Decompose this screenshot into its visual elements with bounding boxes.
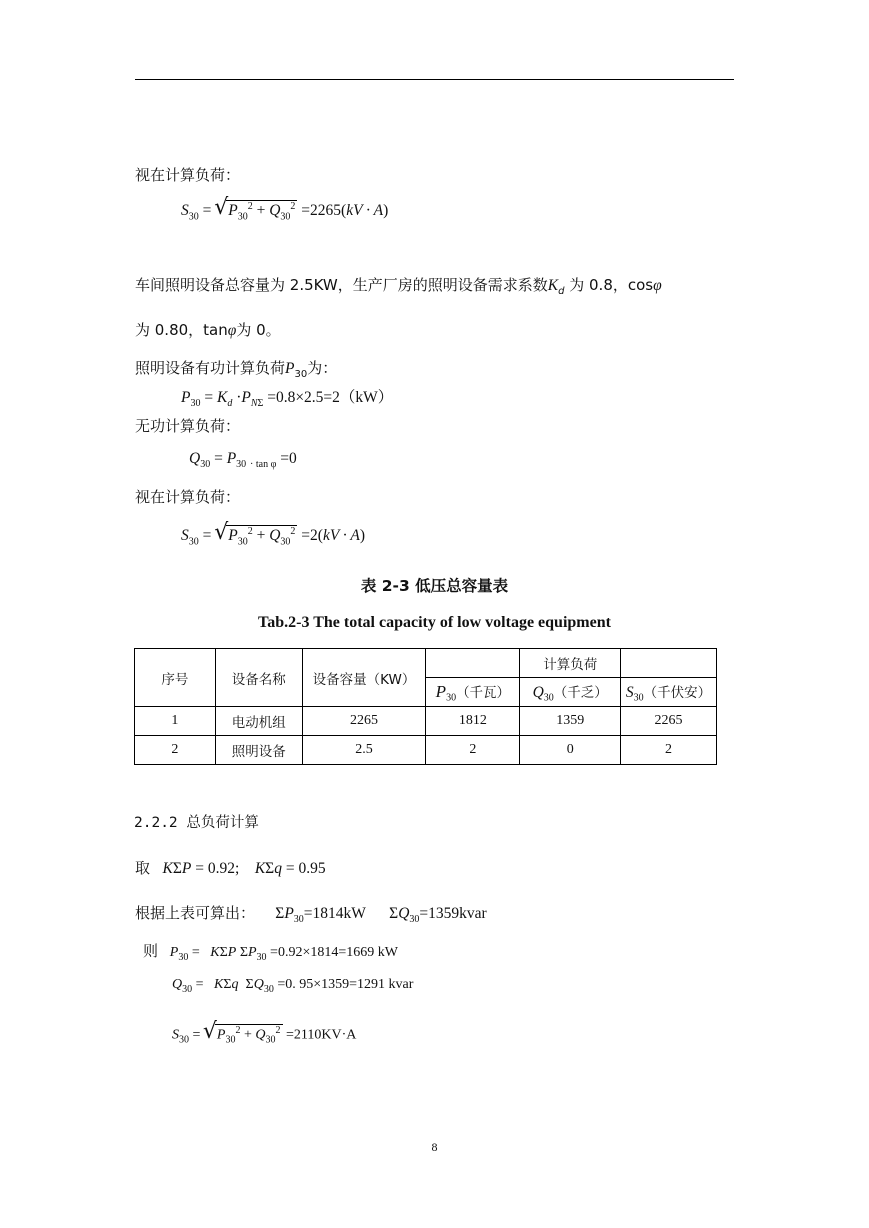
header-group-calc-load: 计算负荷: [520, 649, 621, 678]
header-blank-left: [426, 649, 520, 678]
header-col-name: 设备名称: [215, 649, 302, 707]
low-voltage-capacity-table: [134, 648, 717, 765]
coefficient-line: 取 KΣP = 0.92; KΣq = 0.95: [135, 859, 326, 877]
cell-q30: 1359: [520, 707, 621, 736]
cell-q30: 0: [520, 736, 621, 765]
section-heading: 2.2.2 总负荷计算: [134, 815, 259, 831]
cell-s30: 2: [621, 736, 717, 765]
lighting-apparent-heading: 视在计算负荷：: [135, 488, 241, 506]
page-number: 8: [431, 1140, 438, 1154]
total-p30-line: 则 $P_{30} = K\Sigma P$ $\Sigma P_{30} =0.92\times 1814=1669$ kW: [143, 942, 398, 963]
cell-no: 2: [135, 736, 216, 765]
cell-capacity: 2265: [302, 707, 426, 736]
table-row: [135, 707, 717, 736]
cell-capacity: 2.5: [302, 736, 426, 765]
cell-s30: 2265: [621, 707, 717, 736]
header-col-no: 序号: [135, 649, 216, 707]
table-row: [135, 736, 717, 765]
apparent-load-heading: 视在计算负荷：: [135, 166, 241, 184]
apparent-load-formula: $S_{30}$ = √ $P_{30}^2 + Q_{30}^2 =2265(kV \cdot A)$: [181, 200, 388, 222]
total-q30-line: $Q_{30} = K\Sigma q$ $\Sigma Q_{30} =0$. 95×1359=1291 kvar: [172, 977, 414, 995]
lighting-active-heading: 照明设备有功计算负荷$P_{30}$为：: [135, 359, 338, 380]
cell-p30: 1812: [426, 707, 520, 736]
lighting-reactive-heading: 无功计算负荷：: [135, 417, 241, 435]
header-s30: $S_{30}$（千伏安）: [621, 678, 717, 707]
cell-name: 电动机组: [215, 707, 302, 736]
table-caption-en: Tab.2-3 The total capacity of low voltage equipment: [258, 614, 611, 631]
cell-name: 照明设备: [215, 736, 302, 765]
table-caption-cn: 表 2-3 低压总容量表: [360, 577, 509, 595]
header-rule: [135, 79, 734, 80]
cell-p30: 2: [426, 736, 520, 765]
lighting-apparent-formula: $S_{30}$ = √ $P_{30}^2 + Q_{30}^2 =2(kV \cdot A)$: [181, 525, 365, 547]
header-col-capacity: 设备容量（KW）: [302, 649, 426, 707]
header-p30: $P_{30}$（千瓦）: [426, 678, 520, 707]
lighting-paragraph-line2: 为 0.80，tanφ为 0。: [135, 321, 281, 339]
lighting-reactive-formula: $Q_{30} = P_{30}$ $_{\cdot tan \varphi}$ =0: [189, 450, 297, 471]
header-blank-right: [621, 649, 717, 678]
header-q30: $Q_{30}$（千乏）: [520, 678, 621, 707]
lighting-active-formula: $P_{30} = K_d \cdot P_{N\Sigma} =0.8\times 2.5=2(kW)$: [181, 389, 394, 410]
cell-no: 1: [135, 707, 216, 736]
total-s30-line: $S_{30}$ = √ $P_{30}^2 + Q_{30}^2 =2110KV\cdot A$: [172, 1024, 356, 1045]
sum-line: 根据上表可算出： $\Sigma P_{30}=1814kW$ $\Sigma Q_{30}=1359kvar$: [135, 904, 487, 926]
lighting-paragraph-line1: 车间照明设备总容量为 2.5KW，生产厂房的照明设备需求系数$K_d$ 为 0.8，cosφ: [135, 276, 662, 297]
